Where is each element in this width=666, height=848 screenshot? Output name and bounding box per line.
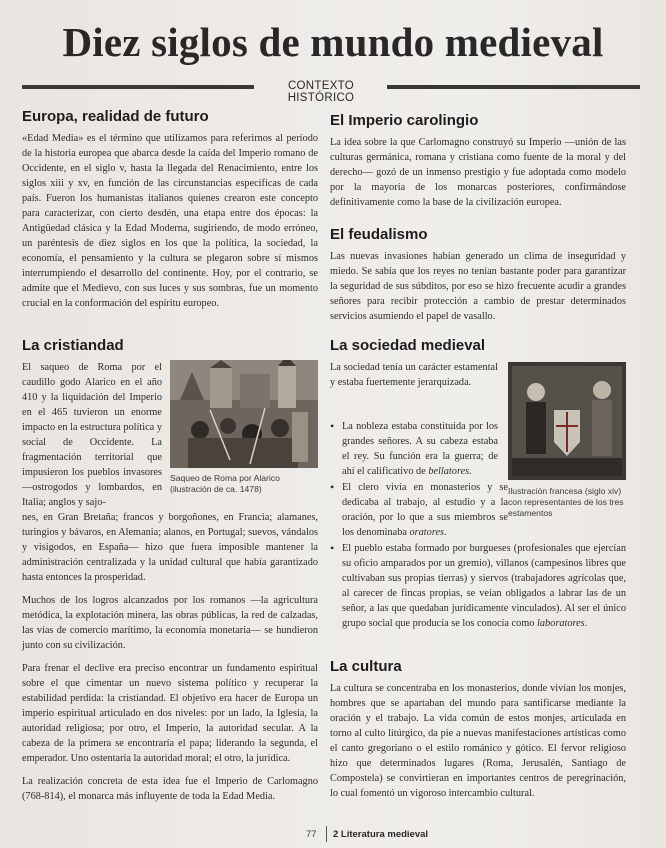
section-rule xyxy=(22,80,640,104)
page-number: 77 xyxy=(306,829,317,840)
heading-europa: Europa, realidad de futuro xyxy=(22,108,209,125)
page-footer xyxy=(0,826,666,842)
bullet-clero: • El clero vivía en monasterios y se dedicaba al trabajo, al estudio y a la oración, por lo que a sus miembros se los denominaba oratores. xyxy=(330,480,508,538)
heading-cristiandad: La cristiandad xyxy=(22,337,124,354)
heading-cultura: La cultura xyxy=(330,658,402,675)
section-label: CONTEXTO HISTÓRICO xyxy=(287,80,355,104)
sociedad-bullets-mid xyxy=(330,480,508,541)
text-cultura: La cultura se concentraba en los monasterios, donde vivían los monjes, hombres que se apartaban del mundo para santificarse mediante la oración y el trabajo. La vida común de estos monjes, articulada en torno al culto litúrgico, da pie a nuevas manifestaciones artísticas como el canto gregoriano o el estilo románico y gótico. El fervor religioso hizo que determinados lugares (Roma, Jerusalén, Santiago de Compostela) se convirtieran en importantes centros de peregrinación, lo cual fomentó un vigoroso intercambio cultural. xyxy=(330,683,626,799)
bullet-dot-icon: • xyxy=(330,419,335,433)
illustration-saqueo-roma xyxy=(170,360,318,468)
chapter-label: 2 Literatura medieval xyxy=(333,829,429,840)
estamentos-list xyxy=(330,419,498,479)
rule-right xyxy=(387,85,640,89)
caption-tres-estamentos: Ilustración francesa (siglo xiv) con representantes de los tres estamentos xyxy=(508,486,624,518)
estamentos-list-2 xyxy=(330,480,508,540)
caption-saqueo-roma: Saqueo de Roma por Alarico (ilustración de ca. 1478) xyxy=(170,473,280,494)
cristiandad-narrow-column xyxy=(22,360,162,510)
section-sociedad xyxy=(330,337,626,360)
sociedad-bullets-narrow xyxy=(330,419,498,480)
section-cristiandad xyxy=(22,337,318,360)
saqueo-roma-image xyxy=(170,360,318,468)
bullet-nobleza: • La nobleza estaba constituida por los grandes señores. A su cabeza estaba el rey. Su función era la guerra; de ahí el calificativo de bellatores. xyxy=(330,419,498,477)
text-cristiandad-full: nes, en Gran Bretaña; francos y borgoñones, en Francia; alamanes, turingios y bávaros, en Alemania; alanos, en Portugal; suevos, vándalos y visigodos, en España— hizo que fuera imposible mantener la administración centralizada y la unidad cultural que había garantizado hasta entonces la prosperidad. xyxy=(22,512,318,583)
text-cristiandad-narrow: El saqueo de Roma por el caudillo godo Alarico en el año 410 y la liquidación del Imperio en el 465 tuvieron un enorme impacto en la estructura política y social de Occidente. La fragmentación territorial que impusieron los pueblos invasores —ostrogodos y lombardos, en Italia; anglos y sajo- xyxy=(22,362,162,508)
section-europa xyxy=(22,108,318,311)
rule-left xyxy=(22,85,254,89)
bullet-dot-icon: • xyxy=(330,541,335,555)
sociedad-bullets-full xyxy=(330,541,626,632)
heading-carolingio: El Imperio carolingio xyxy=(330,112,479,129)
text-europa: «Edad Media» es el término que utilizamos para referirnos al período de la historia europea que abarca desde la caída del Imperio romano de Occidente, en el siglo v, hasta la llegada del Renacimiento, entre los siglos xiii y xv, en función de las circunstancias específicas de cada país. Fueron los humanistas italianos quienes crearon este concepto para caracterizar, con cierto desdén, una etapa entre dos épocas: la Antigüedad clásica y la Edad Moderna, sugiriendo, de modo erróneo, un paréntesis de diez siglos en los que la política, la sociedad, la economía, el pensamiento y la cultura se plegaron sobre sí mismos interrumpiendo el desarrollo del continente. Hoy, por el contrario, se admite que el Medievo, con sus luces y sus sombras, fue un momento crucial en la conformación del espíritu europeo. xyxy=(22,133,318,309)
sociedad-intro-block xyxy=(330,360,498,390)
section-feudalismo xyxy=(330,226,626,324)
bullet-dot-icon: • xyxy=(330,480,335,494)
illustration-tres-estamentos xyxy=(508,362,626,480)
text-cristiandad-p4: La realización concreta de esta idea fue el Imperio de Carlomagno (768-814), el monarca más influyente de toda la Edad Media. xyxy=(22,776,318,802)
section-carolingio xyxy=(330,112,626,210)
cristiandad-full-text xyxy=(22,510,318,804)
text-feudalismo: Las nuevas invasiones habían generado un clima de inseguridad y miedo. Se sabía que los reyes no tenían bastante poder para garantizar la seguridad de sus súbditos, por eso se hizo frecuente acudir a grandes señores para recibir protección a cambio de prestar determinados servicios asumiendo el papel de vasallo. xyxy=(330,251,626,322)
text-cristiandad-p2: Muchos de los logros alcanzados por los romanos —la agricultura metódica, la explotación minera, las obras públicas, la red de calzadas, las vías de comercio marítimo, la economía monetaria— se hundieron junto con su civilización. xyxy=(22,595,318,651)
text-carolingio: La idea sobre la que Carlomagno construyó su Imperio —unión de las culturas germánica, romana y cristiana como fuente de la moral y del derecho— gozó de un inmenso prestigio y fue adoptada como modelo por la mayoría de los monarcas posteriores, confirmándose definitivamente como la base de la civilización europea. xyxy=(330,137,626,208)
section-cultura xyxy=(330,658,626,801)
heading-feudalismo: El feudalismo xyxy=(330,226,428,243)
text-sociedad-intro: La sociedad tenía un carácter estamental y estaba fuertemente jerarquizada. xyxy=(330,362,498,388)
heading-sociedad: La sociedad medieval xyxy=(330,337,486,354)
footer-divider xyxy=(326,826,327,842)
estamentos-list-3 xyxy=(330,541,626,631)
text-cristiandad-p3: Para frenar el declive era preciso encontrar un fundamento espiritual sobre el que cimentar un nuevo sistema político y recuperar la estabilidad perdida: la cristiandad. El objetivo era hacer de Europa un imperio espiritual articulado en dos niveles: por un lado, la Iglesia, la autoridad religiosa; por otro, el Imperio, la autoridad secular. A la cabeza de la primera se encontraría el papa; liderando la segunda, el emperador. Uno ostentaría la autoridad moral; el otro, la jurídica. xyxy=(22,663,318,764)
bullet-pueblo: • El pueblo estaba formado por burgueses (profesionales que ejercían su oficio amparados por un gremio), villanos (campesinos libres que cultivaban sus propias tierras) y siervos (trabajadores agrícolas que, al carecer de fincas propias, se veían obligados a labrar las de un señor, a las que quedaban jurídicamente vinculados). Al ser el único grupo social que producía se los conocía como laboratores. xyxy=(330,541,626,629)
page-title: Diez siglos de mundo medieval xyxy=(62,19,604,65)
tres-estamentos-image xyxy=(508,362,626,480)
